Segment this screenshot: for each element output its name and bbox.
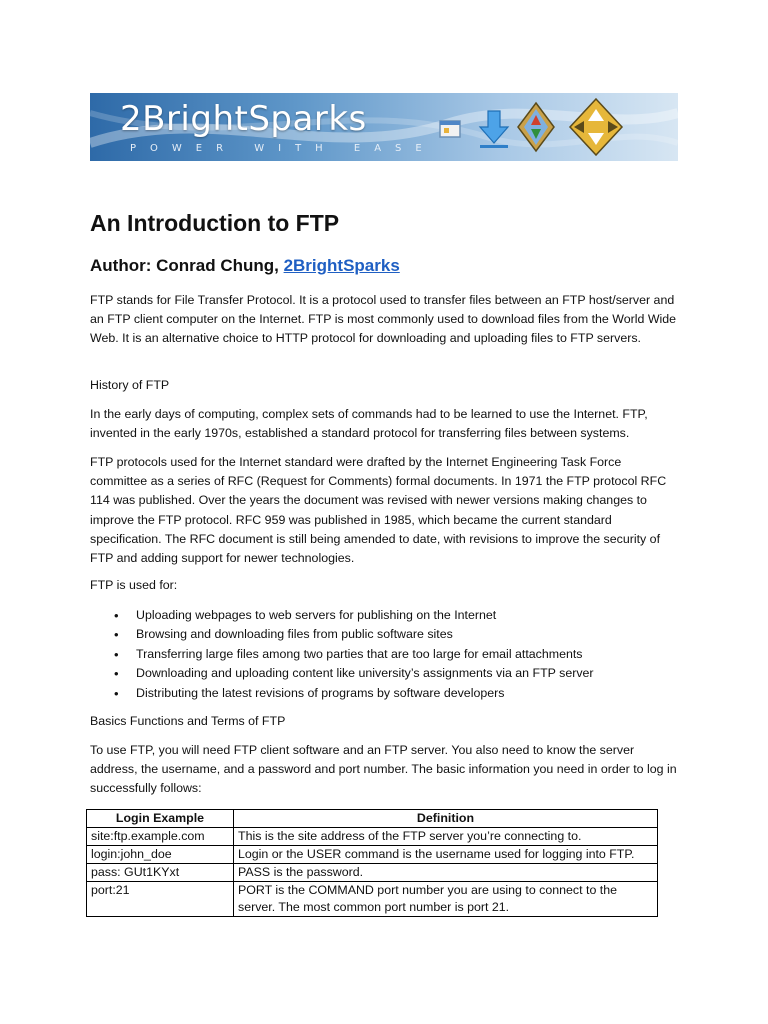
table-header-login-example: Login Example xyxy=(87,810,234,828)
sync-diamond-icon xyxy=(518,103,554,151)
table-cell-definition: This is the site address of the FTP server you’re connecting to. xyxy=(234,828,658,846)
basics-paragraph: To use FTP, you will need FTP client software and an FTP server. You also need to know the server address, the username, and a password and port number. The basic information you need in order to log in successfully follows: xyxy=(90,743,677,796)
table-cell-example: login:john_doe xyxy=(87,846,234,864)
table-row xyxy=(87,882,658,917)
page-title: An Introduction to FTP xyxy=(90,210,340,236)
table-header-row xyxy=(87,810,658,828)
list-item: • Transferring large files among two parties that are too large for email attachments xyxy=(90,645,678,664)
list-item: • Downloading and uploading content like university’s assignments via an FTP server xyxy=(90,664,678,683)
download-arrow-icon xyxy=(480,111,508,148)
table-row xyxy=(87,828,658,846)
history-paragraph-2: FTP protocols used for the Internet standard were drafted by the Internet Engineering Task Force committee as a series of RFC (Request for Comments) formal documents. In 1971 the FTP protocol RFC 114 was published. Over the years the document was revised with newer versions making changes to improve the FTP protocol. RFC 959 was published in 1985, which became the current standard specification. The RFC document is still being amended to date, with revisions to improve the security of FTP and adding support for newer technologies. xyxy=(90,455,667,566)
used-for-list xyxy=(90,606,678,703)
table-header-definition: Definition xyxy=(234,810,658,828)
banner-brand: 2BrightSparks xyxy=(120,99,367,139)
window-icon xyxy=(440,121,460,137)
login-info-table xyxy=(86,809,658,917)
basics-heading: Basics Functions and Terms of FTP xyxy=(90,714,286,728)
list-item: • Uploading webpages to web servers for publishing on the Internet xyxy=(90,606,678,625)
banner-product-icons xyxy=(436,97,636,157)
backup-arrows-icon xyxy=(570,99,622,155)
table-cell-definition: Login or the USER command is the username used for logging into FTP. xyxy=(234,846,658,864)
table-cell-definition: PASS is the password. xyxy=(234,864,658,882)
intro-paragraph: FTP stands for File Transfer Protocol. It is a protocol used to transfer files between an FTP host/server and an FTP client computer on the Internet. FTP is most commonly used to download files from the World Wide Web. It is an alternative choice to HTTP protocol for downloading and uploading files to FTP servers. xyxy=(90,293,677,346)
table-cell-definition: PORT is the COMMAND port number you are using to connect to the server. The most common port number is port 21. xyxy=(234,882,658,917)
banner-tagline: POWER WITH EASE xyxy=(130,143,436,154)
used-for-heading: FTP is used for: xyxy=(90,578,178,592)
table-row xyxy=(87,846,658,864)
list-item: • Browsing and downloading files from public software sites xyxy=(90,625,678,644)
history-paragraph-1: In the early days of computing, complex sets of commands had to be learned to use the Internet. FTP, invented in the early 1970s, established a standard protocol for transferring files between systems. xyxy=(90,407,648,441)
list-item: • Distributing the latest revisions of programs by software developers xyxy=(90,684,678,703)
table-cell-example: site:ftp.example.com xyxy=(87,828,234,846)
table-cell-example: pass: GUt1KYxt xyxy=(87,864,234,882)
table-cell-example: port:21 xyxy=(87,882,234,917)
author-line xyxy=(90,256,400,276)
table-row xyxy=(87,864,658,882)
header-banner xyxy=(90,93,678,161)
history-heading: History of FTP xyxy=(90,378,170,392)
author-prefix: Author: Conrad Chung, xyxy=(90,256,284,275)
author-link[interactable]: 2BrightSparks xyxy=(283,256,400,275)
